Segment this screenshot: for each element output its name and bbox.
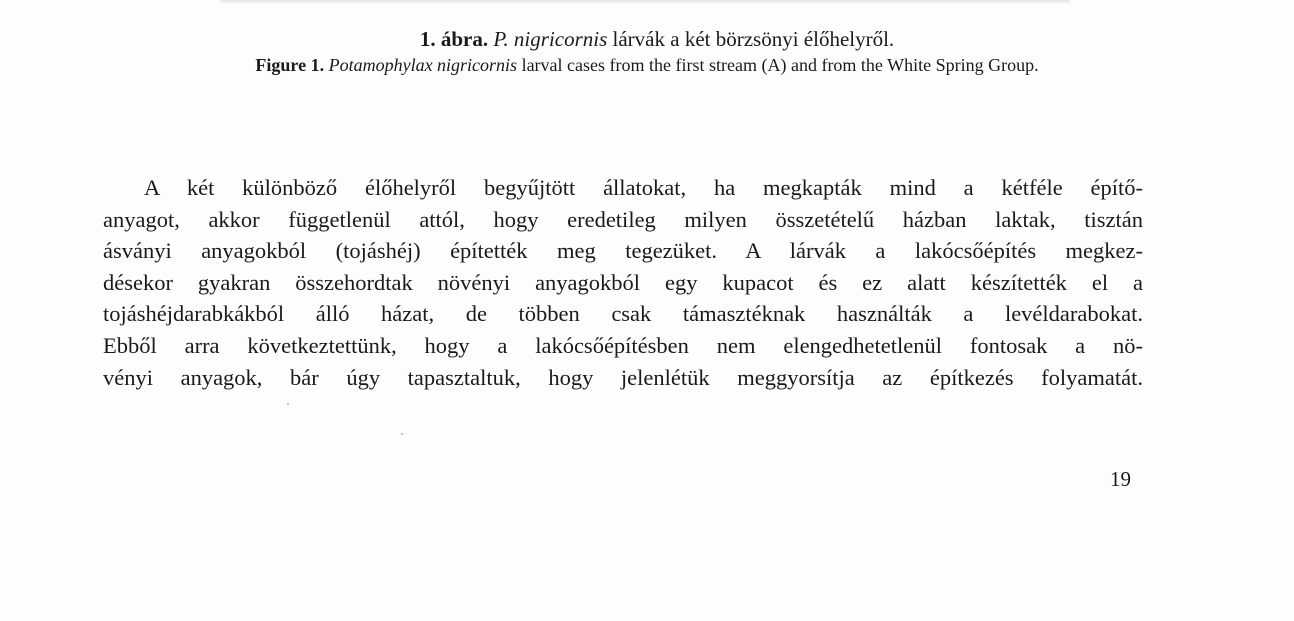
figure-label-en: Figure 1. <box>255 55 325 75</box>
paragraph-line: tojáshéjdarabkákból álló házat, de többen csak támasztéknak használták a levéldarabokat. <box>103 301 1143 327</box>
paragraph-line: A két különböző élőhelyről begyűjtött állatokat, ha megkapták mind a kétféle építő- <box>144 175 1143 200</box>
figure-caption-english <box>0 53 1294 77</box>
scan-edge-shadow <box>220 0 1070 4</box>
body-paragraph <box>103 172 1143 393</box>
species-name-hu: P. nigricornis <box>493 27 608 51</box>
paragraph-line: ásványi anyagokból (tojáshéj) építették meg tegezüket. A lárvák a lakócsőépítés megkez- <box>103 238 1143 264</box>
paragraph-line: vényi anyagok, bár úgy tapasztaltuk, hogy jelenlétük meggyorsítja az építkezés folyamatát. <box>103 364 1143 390</box>
caption-text-hu: lárvák a két börzsönyi élőhelyről. <box>607 27 895 51</box>
paragraph-line: anyagot, akkor függetlenül attól, hogy eredetileg milyen összetételű házban laktak, tisztán <box>103 206 1143 232</box>
paragraph-line: désekor gyakran összehordtak növényi anyagokból egy kupacot és ez alatt készítették el a <box>103 269 1143 295</box>
page-number: 19 <box>1110 467 1131 491</box>
figure-label-hu: 1. ábra. <box>419 27 489 51</box>
paragraph-line: Ebből arra következtettünk, hogy a lakócsőépítésben nem elengedhetetlenül fontosak a nö- <box>103 332 1143 358</box>
species-name-en: Potamophylax nigricornis <box>328 55 518 75</box>
figure-caption-hungarian <box>0 26 1294 52</box>
scan-speck <box>401 433 403 435</box>
scan-speck <box>287 403 289 405</box>
caption-text-en: larval cases from the first stream (A) and from the White Spring Group. <box>517 55 1039 75</box>
